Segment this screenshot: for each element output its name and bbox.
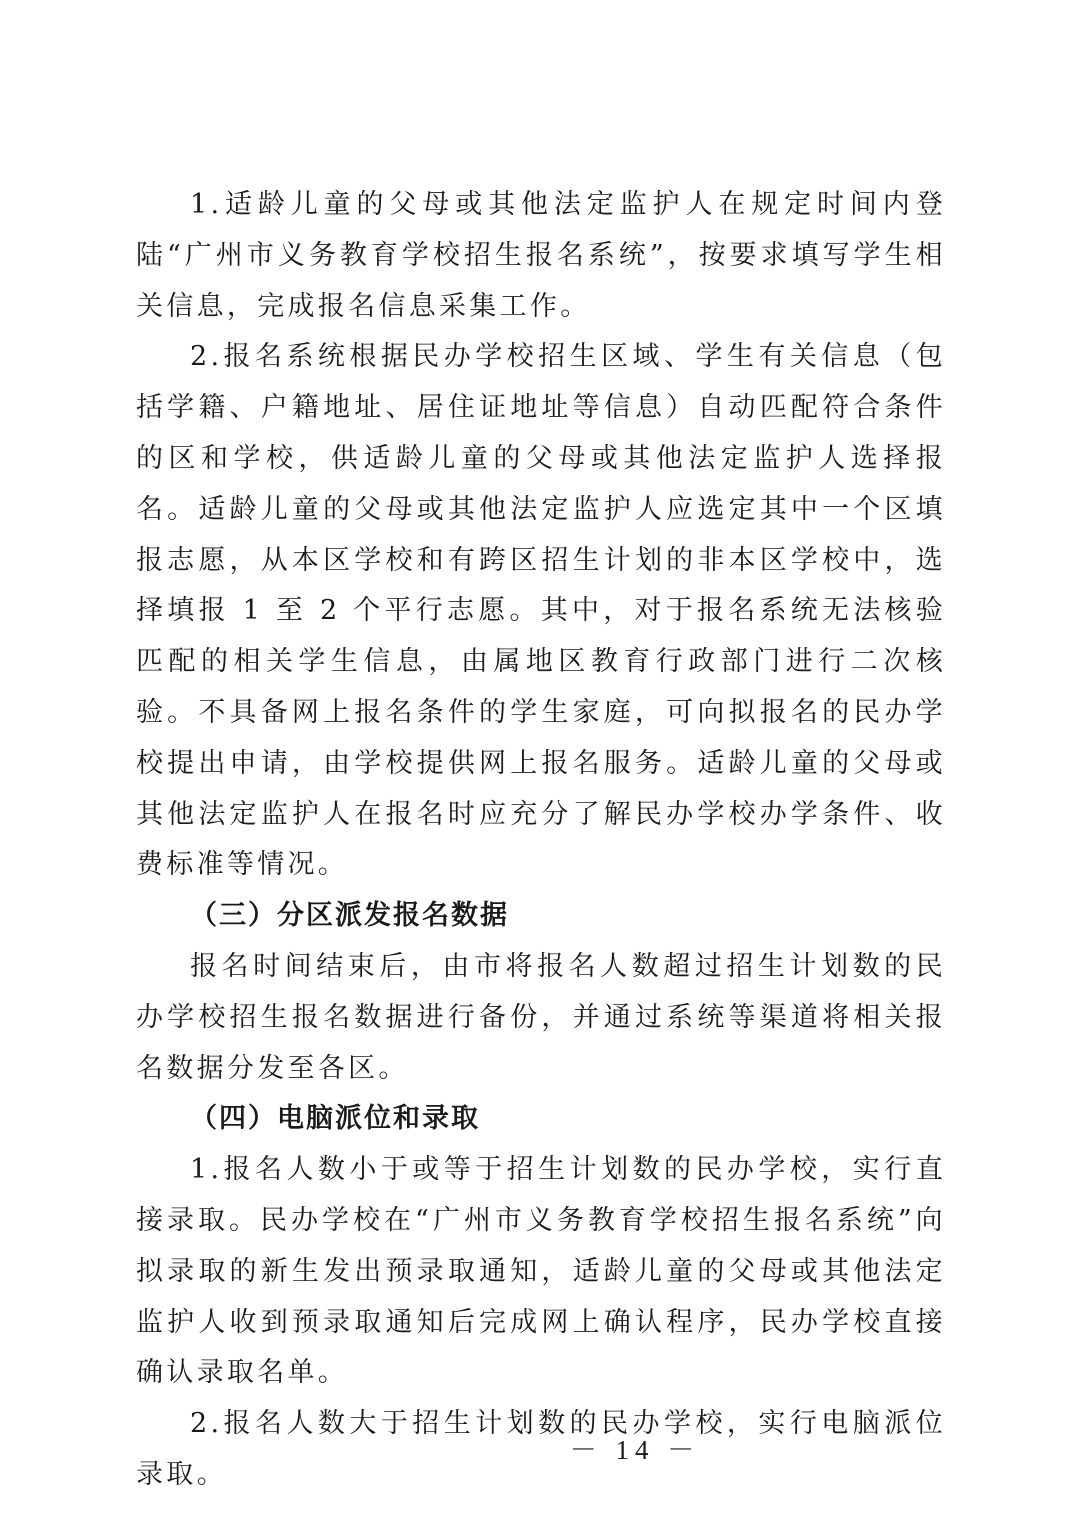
paragraph-distribute-data: 报名时间结束后，由市将报名人数超过招生计划数的民办学校招生报名数据进行备份，并通过系统等渠道将相关报名数据分发至各区。 — [136, 950, 946, 1084]
page-number: － 14 － — [569, 1435, 701, 1465]
document-body — [136, 180, 946, 1501]
paragraph-direct-admission: 1.报名人数小于或等于招生计划数的民办学校，实行直接录取。民办学校在“广州市义务教育学校招生报名系统”向拟录取的新生发出预录取通知，适龄儿童的父母或其他法定监护人收到预录取通知后完成网上确认程序，民办学校直接确认录取名单。 — [136, 1154, 946, 1389]
paragraph-registration-step-2: 2.报名系统根据民办学校招生区域、学生有关信息（包括学籍、户籍地址、居住证地址等信息）自动匹配符合条件的区和学校，供适龄儿童的父母或其他法定监护人选择报名。适龄儿童的父母或其他法定监护人应选定其中一个区填报志愿，从本区学校和有跨区招生计划的非本区学校中，选择填报 1 至 2 个平行志愿。其中，对于报名系统无法核验匹配的相关学生信息，由属地区教育行政部门进行二次核验。不具备网上报名条件的学生家庭，可向拟报名的民办学校提出申请，由学校提供网上报名服务。适龄儿童的父母或其他法定监护人在报名时应充分了解民办学校办学条件、收费标准等情况。 — [136, 341, 946, 881]
section-heading-distribute-data: （三）分区派发报名数据 — [190, 900, 509, 932]
paragraph-registration-step-1: 1.适龄儿童的父母或其他法定监护人在规定时间内登陆“广州市义务教育学校招生报名系统”，按要求填写学生相关信息，完成报名信息采集工作。 — [136, 189, 946, 322]
section-heading-lottery-admission: （四）电脑派位和录取 — [190, 1103, 480, 1135]
paragraph-lottery-admission: 2.报名人数大于招生计划数的民办学校，实行电脑派位录取。 — [136, 1408, 946, 1490]
